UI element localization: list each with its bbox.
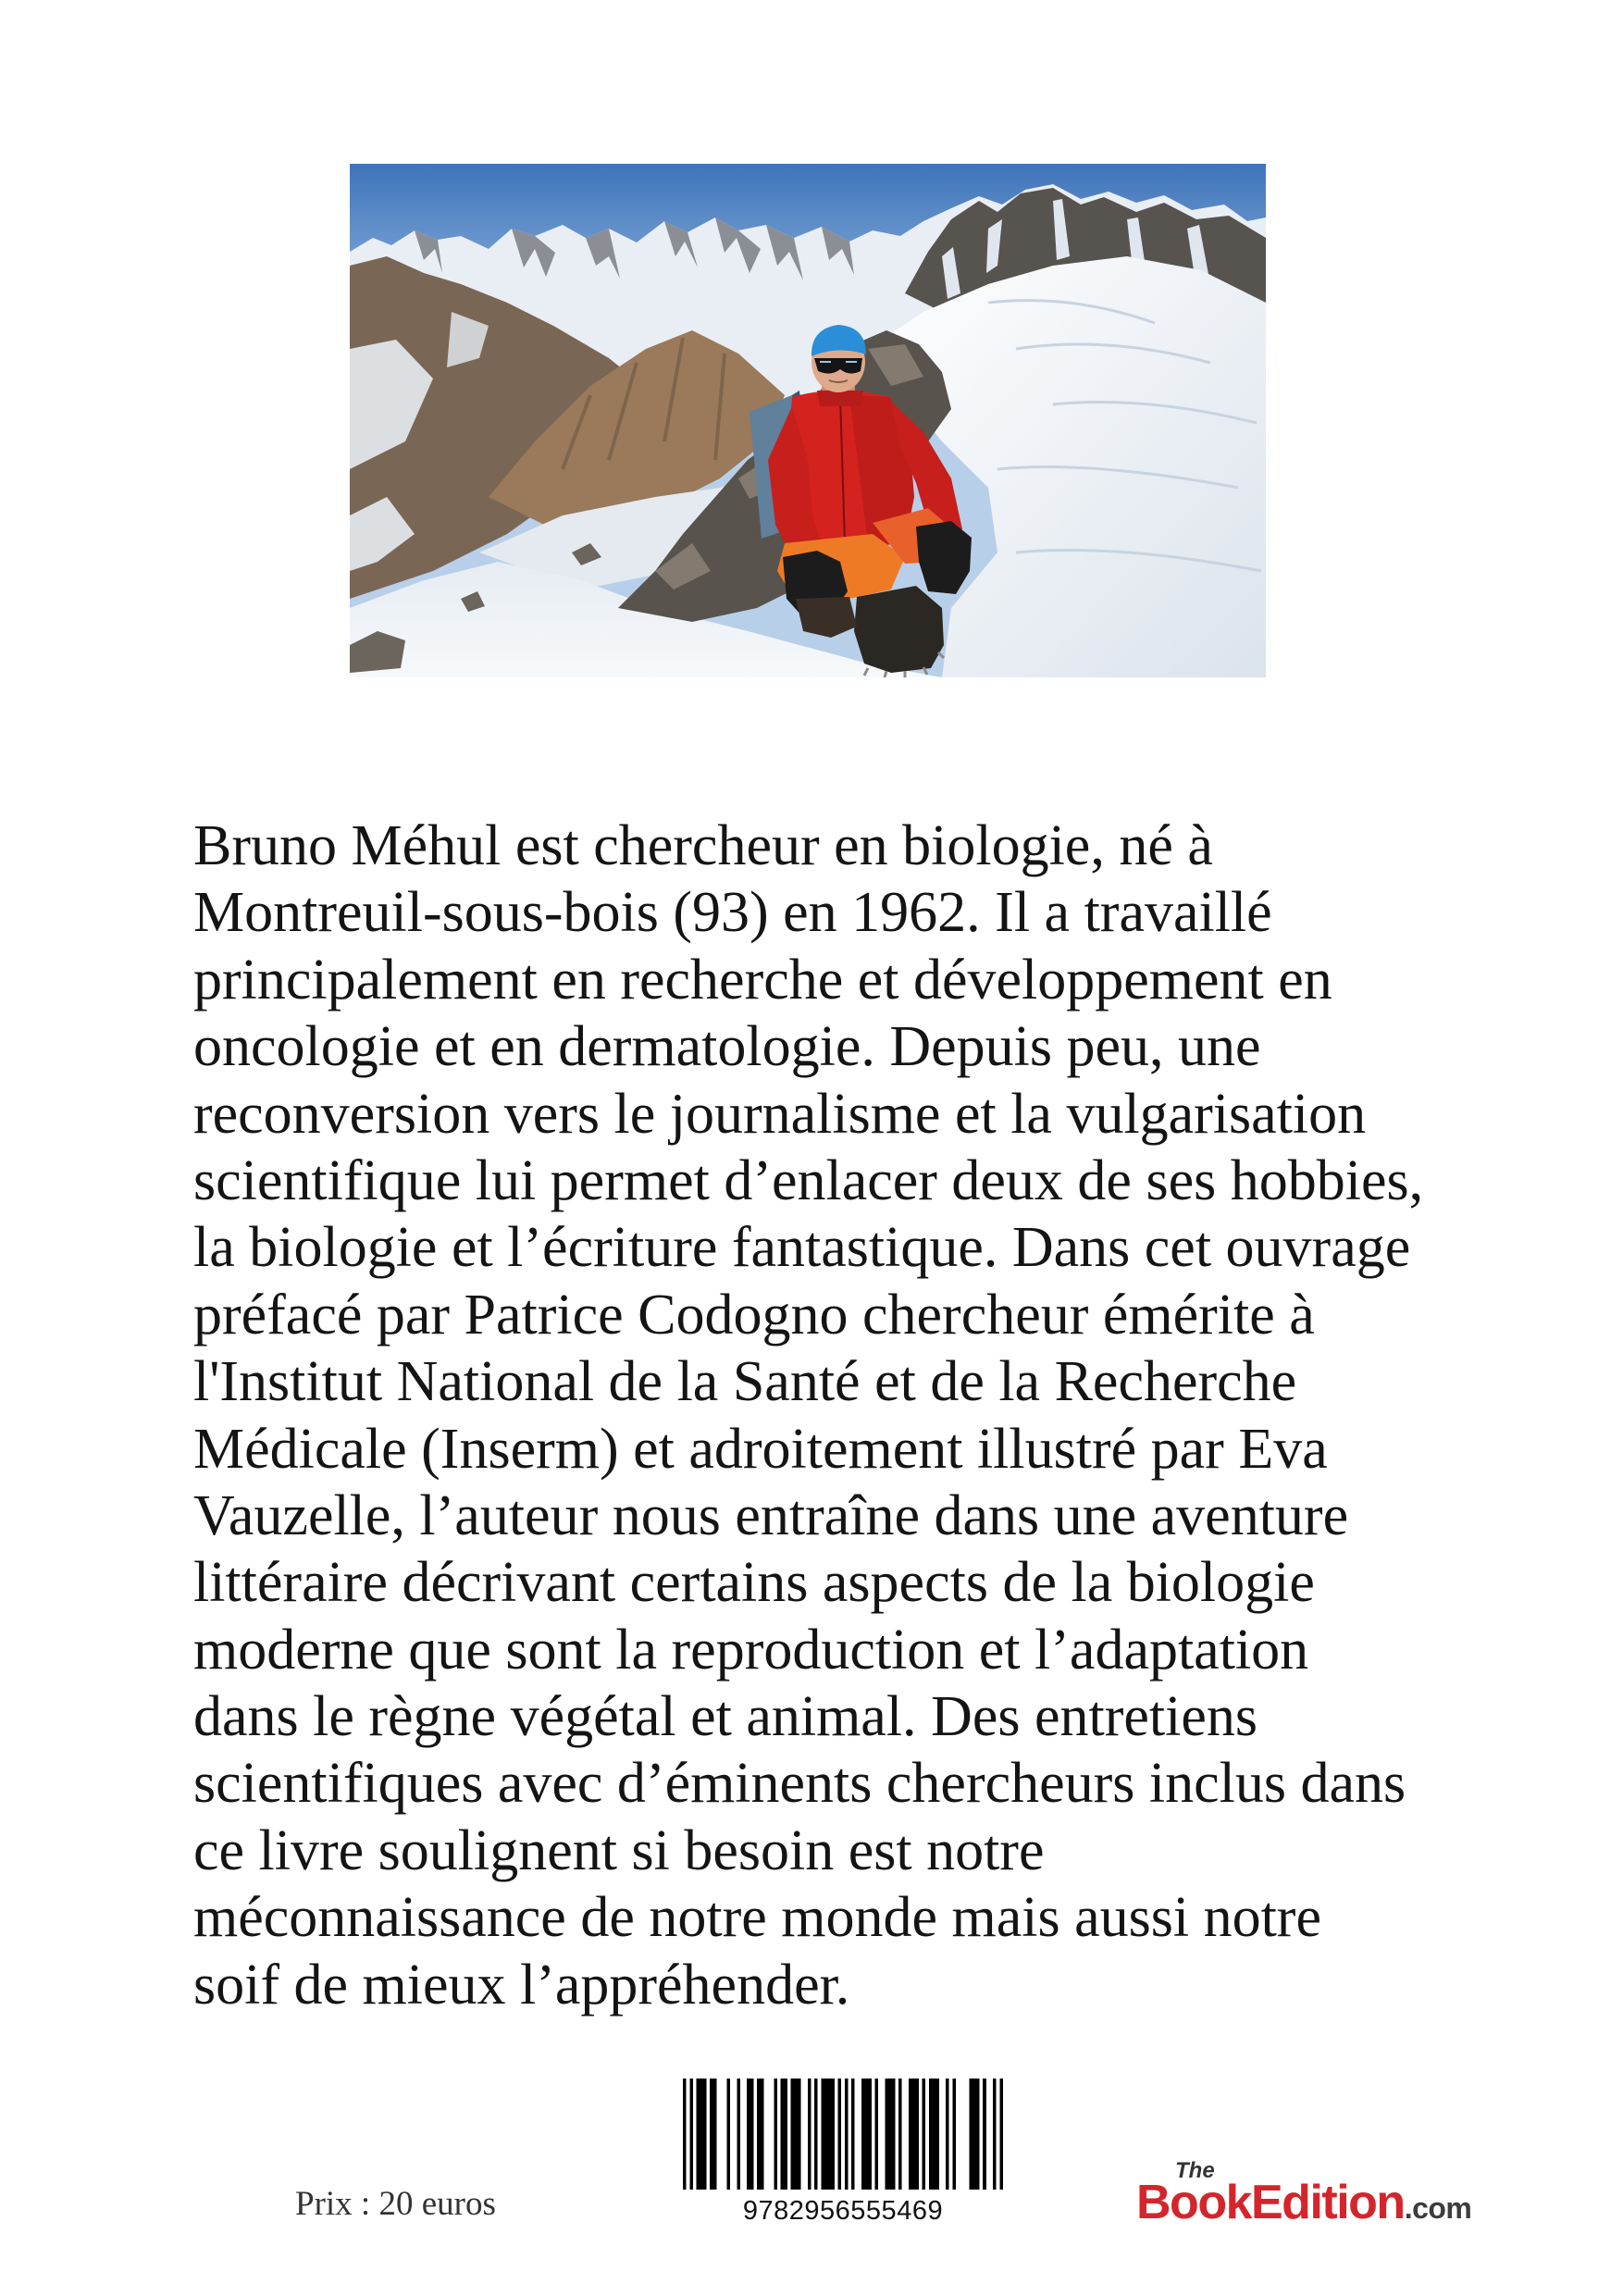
barcode-bar bbox=[923, 2079, 926, 2190]
barcode-bar bbox=[814, 2079, 818, 2190]
barcode-bar bbox=[821, 2079, 835, 2190]
logo-name: BookEdition bbox=[1136, 2176, 1405, 2229]
barcode-bar bbox=[757, 2079, 763, 2190]
description-line: la biologie et l’écriture fantastique. Dans cet ouvrage bbox=[193, 1216, 1411, 1280]
barcode-bar bbox=[970, 2079, 980, 2190]
description-line: ce livre soulignent si besoin est notre bbox=[193, 1818, 1045, 1882]
author-description bbox=[193, 813, 1489, 2018]
description-line: méconnaissance de notre monde mais aussi notre bbox=[193, 1886, 1321, 1950]
barcode-bars bbox=[683, 2079, 1003, 2190]
barcode-bar bbox=[791, 2079, 801, 2190]
barcode-bar bbox=[697, 2079, 707, 2190]
description-line: scientifique lui permet d’enlacer deux de ses hobbies, bbox=[193, 1148, 1424, 1212]
barcode-bar bbox=[993, 2079, 997, 2190]
barcode-bar bbox=[875, 2079, 879, 2190]
barcode-bar bbox=[747, 2079, 753, 2190]
barcode-bar bbox=[781, 2079, 787, 2190]
barcode-bar bbox=[838, 2079, 842, 2190]
description-line: scientifiques avec d’éminents chercheurs inclus dans bbox=[193, 1752, 1406, 1816]
description-line: l'Institut National de la Santé et de la Recherche bbox=[193, 1350, 1297, 1414]
boot bbox=[854, 586, 944, 673]
logo-wordmark bbox=[1136, 2177, 1471, 2234]
barcode-bar bbox=[983, 2079, 986, 2190]
barcode-bar bbox=[845, 2079, 849, 2190]
barcode-bar bbox=[737, 2079, 740, 2190]
barcode-bar bbox=[689, 2079, 693, 2190]
collar bbox=[817, 391, 863, 406]
description-line: Vauzelle, l’auteur nous entraîne dans une aventure bbox=[193, 1483, 1349, 1547]
description-line: reconversion vers le journalisme et la vulgarisation bbox=[193, 1082, 1367, 1146]
description-line: Médicale (Inserm) et adroitement illustré par Eva bbox=[193, 1417, 1328, 1481]
barcode-bar bbox=[774, 2079, 777, 2190]
publisher-logo bbox=[1136, 2156, 1506, 2230]
barcode-bar bbox=[851, 2079, 855, 2190]
price-label: Prix : 20 euros bbox=[295, 2185, 496, 2223]
barcode-number: 9782956555469 bbox=[742, 2196, 944, 2226]
barcode-bar bbox=[909, 2079, 919, 2190]
barcode-bar bbox=[946, 2079, 949, 2190]
description-line: principalement en recherche et développement en bbox=[193, 948, 1332, 1011]
description-line: soif de mieux l’appréhender. bbox=[193, 1953, 850, 2017]
barcode-bar bbox=[952, 2079, 956, 2190]
barcode-bar bbox=[999, 2079, 1003, 2190]
isbn-barcode bbox=[683, 2079, 1003, 2227]
barcode-bar bbox=[683, 2079, 687, 2190]
description-line: moderne que sont la reproduction et l’adaptation bbox=[193, 1618, 1309, 1682]
description-line: oncologie et en dermatologie. Depuis peu, une bbox=[193, 1015, 1261, 1079]
author-photo bbox=[350, 164, 1266, 677]
barcode-bar bbox=[726, 2079, 730, 2190]
logo-prefix: The bbox=[1175, 2158, 1215, 2183]
description-line: littéraire décrivant certains aspects de la biologie bbox=[193, 1551, 1315, 1615]
description-line: Montreuil-sous-bois (93) en 1962. Il a travaillé bbox=[193, 881, 1272, 945]
barcode-bar bbox=[929, 2079, 939, 2190]
description-line: préfacé par Patrice Codogno chercheur émérite à bbox=[193, 1283, 1315, 1347]
logo-suffix: .com bbox=[1404, 2191, 1472, 2225]
description-line: Bruno Méhul est chercheur en biologie, né à bbox=[193, 814, 1213, 877]
mountain-scene bbox=[350, 164, 1266, 677]
barcode-bar bbox=[710, 2079, 716, 2190]
barcode-bar bbox=[861, 2079, 872, 2190]
barcode-bar bbox=[808, 2079, 812, 2190]
barcode-bar bbox=[886, 2079, 896, 2190]
barcode-bar bbox=[898, 2079, 902, 2190]
description-line: dans le règne végétal et animal. Des entretiens bbox=[193, 1685, 1258, 1749]
